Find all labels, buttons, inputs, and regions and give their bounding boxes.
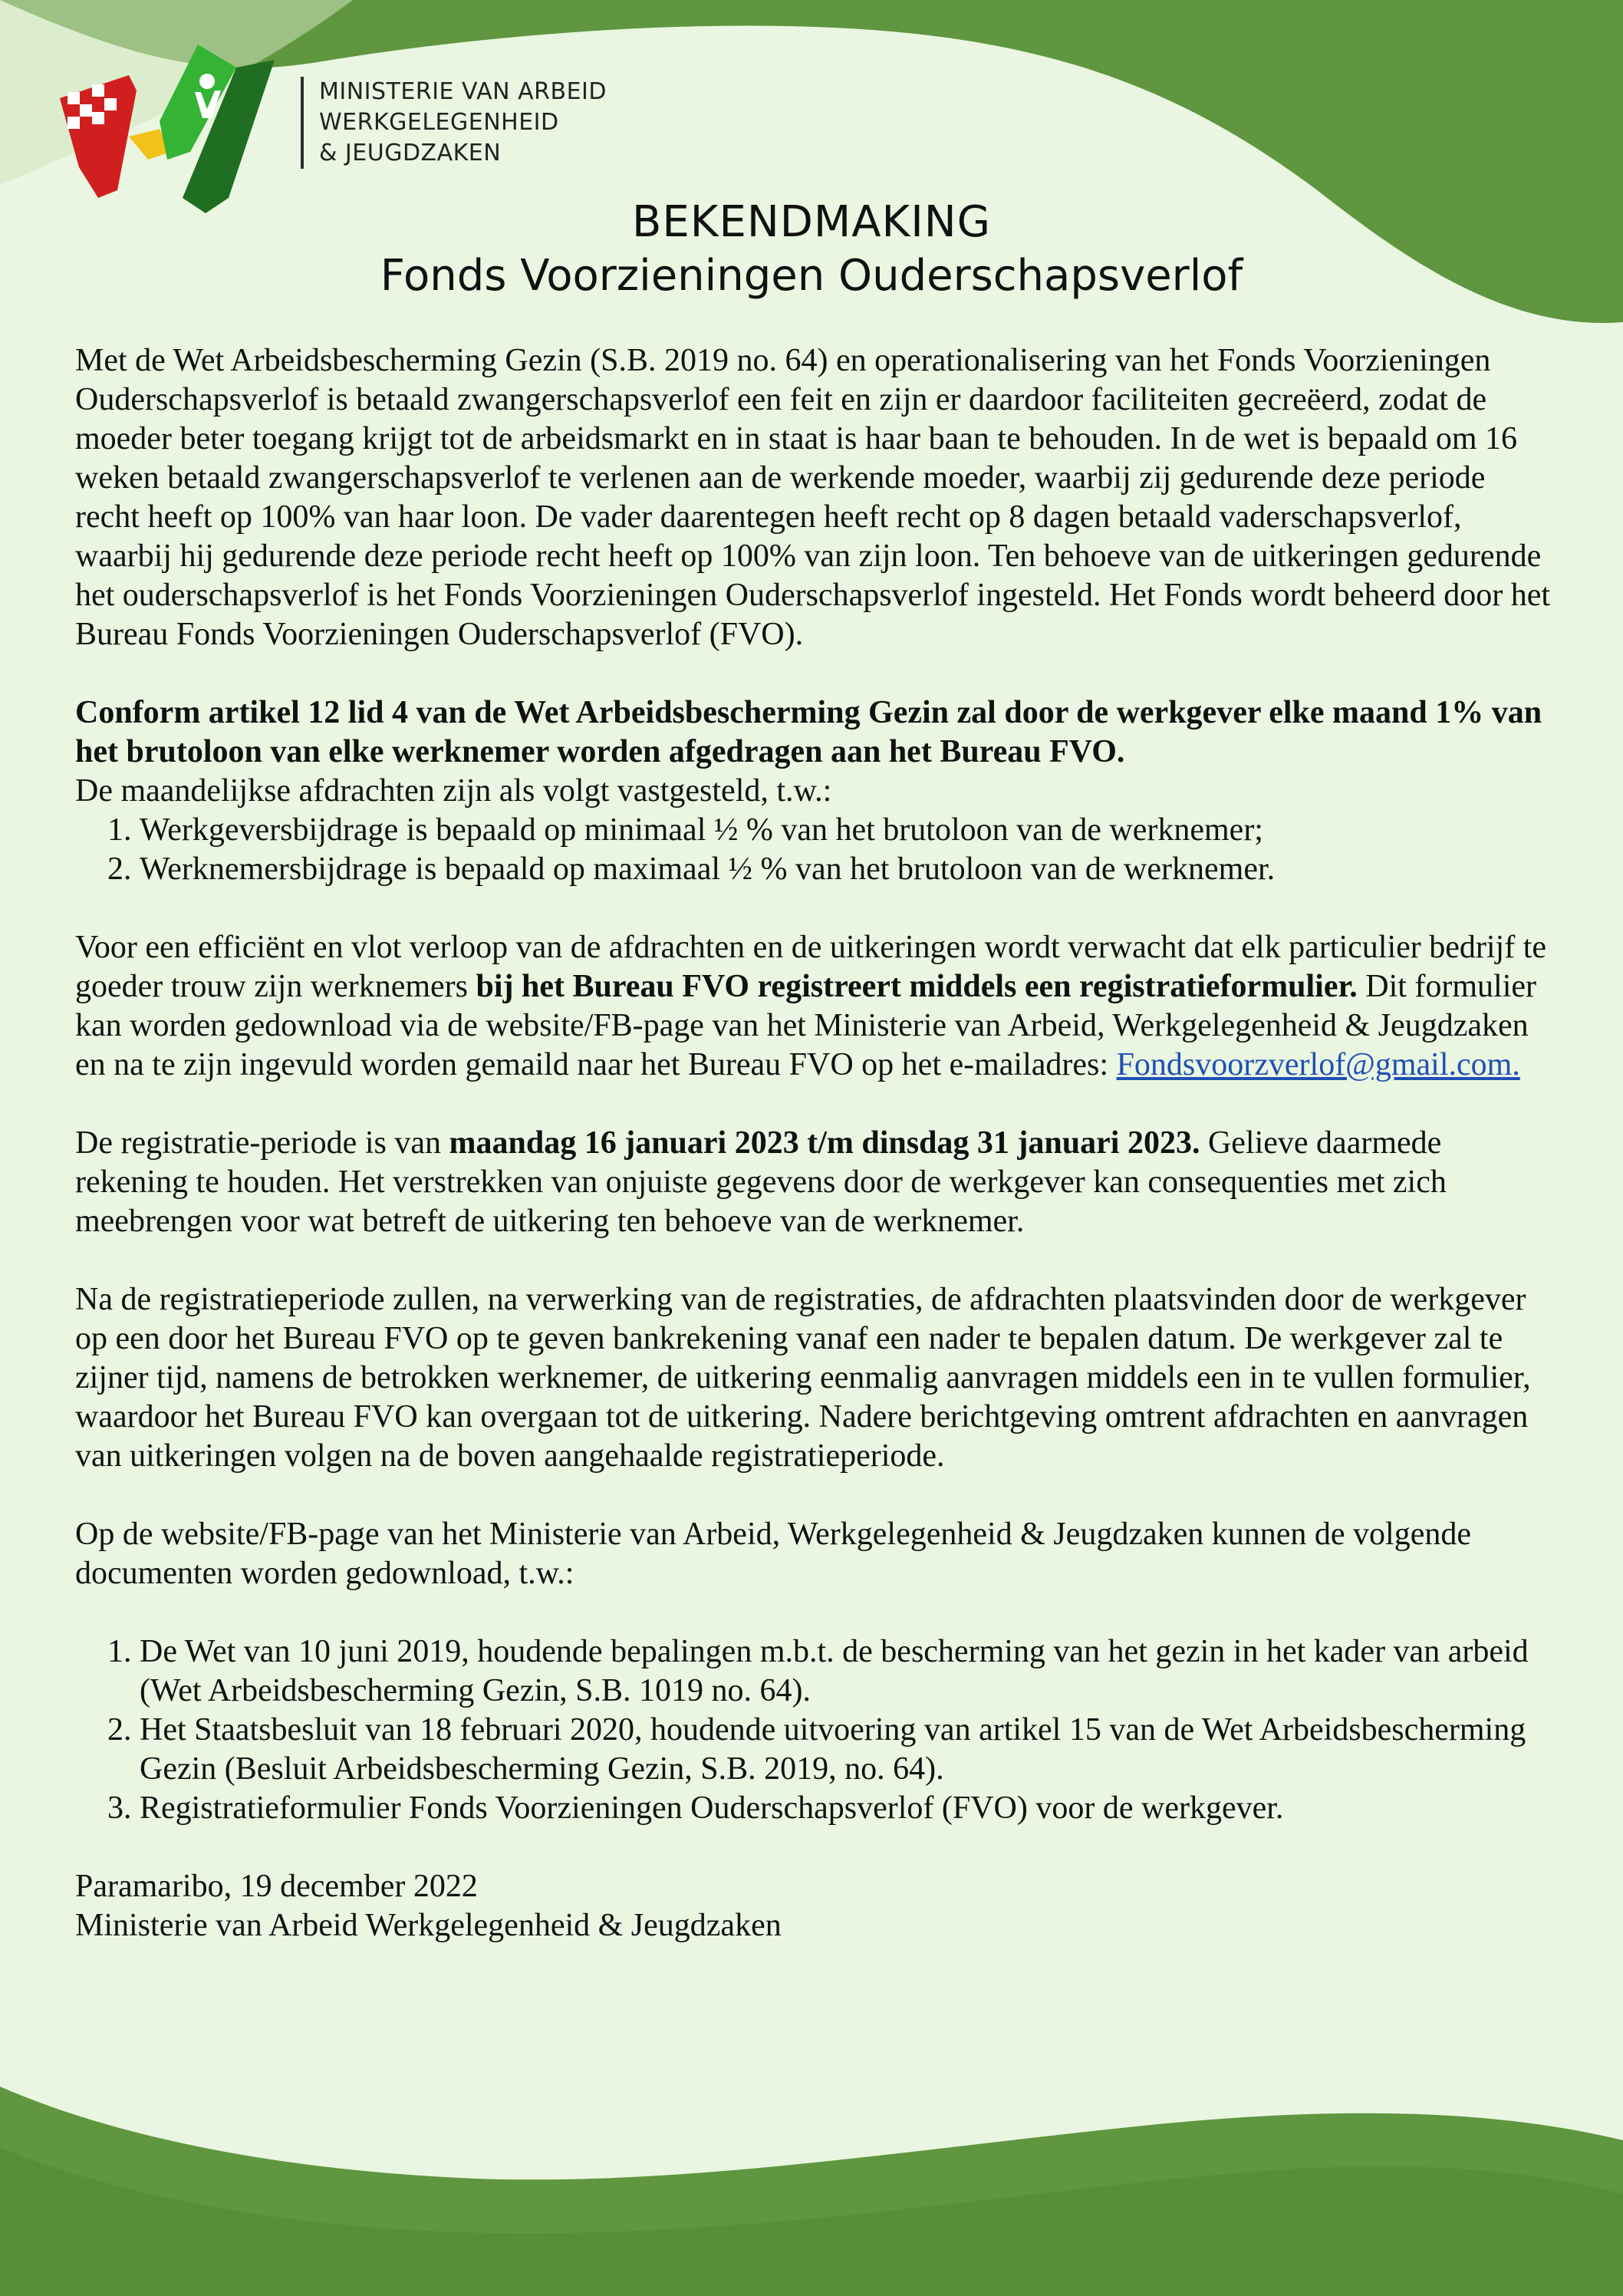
- place-date: Paramaribo, 19 december 2022: [75, 1869, 478, 1904]
- title-heading: BEKENDMAKING: [631, 197, 992, 247]
- list-number: 1.: [107, 812, 132, 848]
- list-text: Werkgeversbijdrage is bepaald op minimaal ½ % van het brutoloon van de werknemer;: [140, 812, 1263, 848]
- registration-paragraph: [75, 928, 1556, 1085]
- after-registration-paragraph: Na de registratieperiode zullen, na verwerking van de registraties, de afdrachten plaatsvinden door de werkgever op een door het Bureau FVO op te geven bankrekening vanaf een nader te bepalen datum. De werkgever zal te zijner tijd, namens de betrokken werknemer, de uitkering eenmalig aanvragen middels een in te vullen formulier, waardoor het Bureau FVO kan overgaan tot de uitkering. Nadere berichtgeving omtrent afdrachten en aanvragen van uitkeringen volgen na de boven aangehaalde registratieperiode.: [75, 1282, 1531, 1474]
- list-number: 2.: [107, 852, 132, 887]
- period-text-1: De registratie-periode is van: [75, 1125, 449, 1161]
- contribution-bold: Conform artikel 12 lid 4 van de Wet Arbeidsbescherming Gezin zal door de werkgever elke maand 1% van het brutoloon van elke werknemer worden afgedragen aan het Bureau FVO.: [75, 695, 1542, 769]
- list-item: [75, 811, 1556, 850]
- list-text: Werknemersbijdrage is bepaald op maximaal ½ % van het brutoloon van de werknemer.: [140, 852, 1276, 887]
- announcement-body: [75, 341, 1556, 1945]
- announcement-title: [0, 196, 1623, 303]
- ministry-name-line-1: MINISTERIE VAN ARBEID: [319, 78, 607, 105]
- list-number: 1.: [107, 1634, 132, 1669]
- period-paragraph: [75, 1124, 1556, 1241]
- downloads-list: [75, 1632, 1556, 1828]
- list-number: 3.: [107, 1790, 132, 1826]
- email-link[interactable]: Fondsvoorzverlof@gmail.com.: [1116, 1047, 1520, 1082]
- list-item: [75, 1632, 1556, 1711]
- ministry-logo: [44, 44, 282, 221]
- list-number: 2.: [107, 1712, 132, 1748]
- ministry-name: [301, 77, 607, 169]
- contribution-list: [75, 811, 1556, 889]
- list-text: Het Staatsbesluit van 18 februari 2020, houdende uitvoering van artikel 15 van de Wet Arbeidsbescherming Gezin (Besluit Arbeidsbescherming Gezin, S.B. 2019, no. 64).: [140, 1712, 1526, 1787]
- contribution-lead: De maandelijkse afdrachten zijn als volgt vastgesteld, t.w.:: [75, 773, 832, 809]
- signature-ministry: Ministerie van Arbeid Werkgelegenheid & Jeugdzaken: [75, 1908, 782, 1943]
- list-item: [75, 1789, 1556, 1828]
- contribution-statement: [75, 693, 1556, 772]
- registration-text-1: Voor een efficiënt en vlot verloop van de afdrachten en de uitkeringen wordt verwacht dat elk particulier bedrijf te goeder trouw zijn werknemers: [75, 930, 1547, 1004]
- registration-text-2: Dit formulier kan worden gedownload via de website/FB-page van het Ministerie van Arbeid, Werkgelegenheid & Jeugdzaken en na te zijn ingevuld worden gemaild naar het Bureau FVO op het e-mailadres:: [75, 969, 1537, 1082]
- list-item: [75, 850, 1556, 889]
- ministry-name-line-2: WERKGELEGENHEID: [319, 109, 559, 136]
- registration-bold: bij het Bureau FVO registreert middels een registratieformulier.: [476, 969, 1358, 1004]
- downloads-lead: Op de website/FB-page van het Ministerie van Arbeid, Werkgelegenheid & Jeugdzaken kunnen de volgende documenten worden gedownload, t.w.:: [75, 1517, 1471, 1591]
- period-text-2: Gelieve daarmede rekening te houden. Het verstrekken van onjuiste gegevens door de werkgever kan consequenties met zich meebrengen voor wat betreft de uitkering ten behoeve van de werknemer.: [75, 1125, 1447, 1239]
- list-text: De Wet van 10 juni 2019, houdende bepalingen m.b.t. de bescherming van het gezin in het kader van arbeid (Wet Arbeidsbescherming Gezin, S.B. 1019 no. 64).: [140, 1634, 1529, 1708]
- title-subheading: Fonds Voorzieningen Ouderschapsverlof: [380, 251, 1243, 301]
- list-item: [75, 1711, 1556, 1789]
- ministry-name-line-3: & JEUGDZAKEN: [319, 140, 502, 166]
- intro-paragraph: Met de Wet Arbeidsbescherming Gezin (S.B. 2019 no. 64) en operationalisering van het Fonds Voorzieningen Ouderschapsverlof is betaald zwangerschapsverlof een feit en zijn er daardoor faciliteiten gecreëerd, zodat de moeder beter toegang krijgt tot de arbeidsmarkt en in staat is haar baan te behouden. In de wet is bepaald om 16 weken betaald zwangerschapsverlof te verlenen aan de werkende moeder, waarbij zij gedurende deze periode recht heeft op 100% van haar loon. De vader daarentegen heeft recht op 8 dagen betaald vaderschapsverlof, waarbij hij gedurende deze periode recht heeft op 100% van zijn loon. Ten behoeve van de uitkeringen gedurende het ouderschapsverlof is het Fonds Voorzieningen Ouderschapsverlof ingesteld. Het Fonds wordt beheerd door het Bureau Fonds Voorzieningen Ouderschapsverlof (FVO).: [75, 343, 1551, 652]
- list-text: Registratieformulier Fonds Voorzieningen Ouderschapsverlof (FVO) voor de werkgever.: [140, 1790, 1284, 1826]
- period-dates: maandag 16 januari 2023 t/m dinsdag 31 januari 2023.: [449, 1125, 1200, 1161]
